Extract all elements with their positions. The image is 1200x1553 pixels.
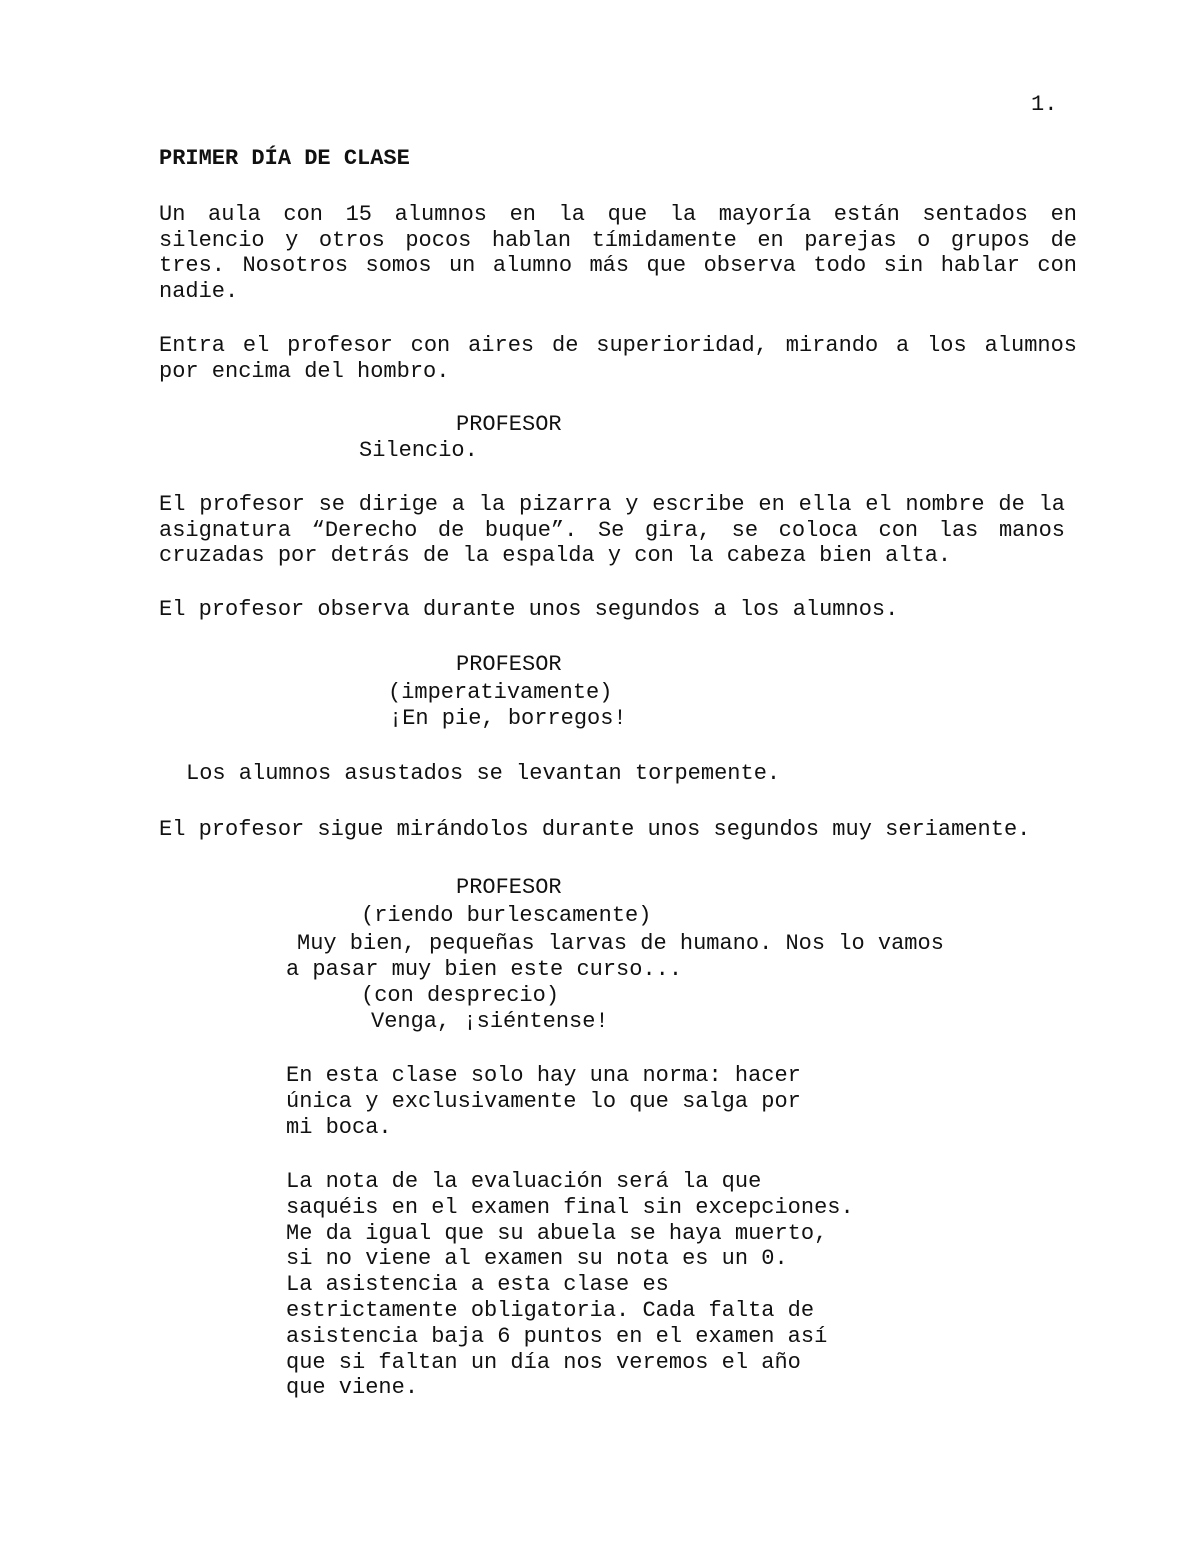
parenthetical: (con desprecio) <box>361 983 560 1008</box>
dialogue-line: ¡En pie, borregos! <box>389 706 627 731</box>
page-number: 1. <box>1031 92 1058 117</box>
dialogue-line: Venga, ¡siéntense! <box>371 1009 609 1034</box>
dialogue-line: Muy bien, pequeñas larvas de humano. Nos lo vamos <box>297 931 944 956</box>
action-paragraph: El profesor sigue mirándolos durante unos segundos muy seriamente. <box>159 817 1031 842</box>
character-name: PROFESOR <box>456 652 562 677</box>
scene-heading: PRIMER DÍA DE CLASE <box>159 146 410 171</box>
parenthetical: (imperativamente) <box>388 680 613 705</box>
dialogue-paragraph: En esta clase solo hay una norma: hacer única y exclusivamente lo que salga por mi boca. <box>286 1063 801 1140</box>
action-paragraph: Los alumnos asustados se levantan torpemente. <box>186 761 781 786</box>
dialogue-line: Silencio. <box>359 438 478 463</box>
character-name: PROFESOR <box>456 412 562 437</box>
action-paragraph: Un aula con 15 alumnos en la que la mayoría están sentados en silencio y otros pocos hablan tímidamente en parejas o grupos de tres. Nosotros somos un alumno más que observa todo sin hablar con nadie. <box>159 202 1077 304</box>
parenthetical: (riendo burlescamente) <box>361 903 652 928</box>
action-paragraph: El profesor se dirige a la pizarra y escribe en ella el nombre de la asignatura “Derecho de buque”. Se gira, se coloca con las manos cruzadas por detrás de la espalda y con la cabeza bien alta. <box>159 492 1065 568</box>
dialogue-paragraph: La nota de la evaluación será la que saquéis en el examen final sin excepciones. Me da igual que su abuela se haya muerto, si no viene al examen su nota es un 0. La asistencia a esta clase es estrictamente obligatoria. Cada falta de asistencia baja 6 puntos en el examen así que si faltan un día nos veremos el año que viene. <box>286 1169 854 1401</box>
character-name: PROFESOR <box>456 875 562 900</box>
dialogue-line: a pasar muy bien este curso... <box>286 957 683 982</box>
action-paragraph: Entra el profesor con aires de superioridad, mirando a los alumnos por encima del hombro. <box>159 333 1077 384</box>
action-paragraph: El profesor observa durante unos segundos a los alumnos. <box>159 597 899 622</box>
